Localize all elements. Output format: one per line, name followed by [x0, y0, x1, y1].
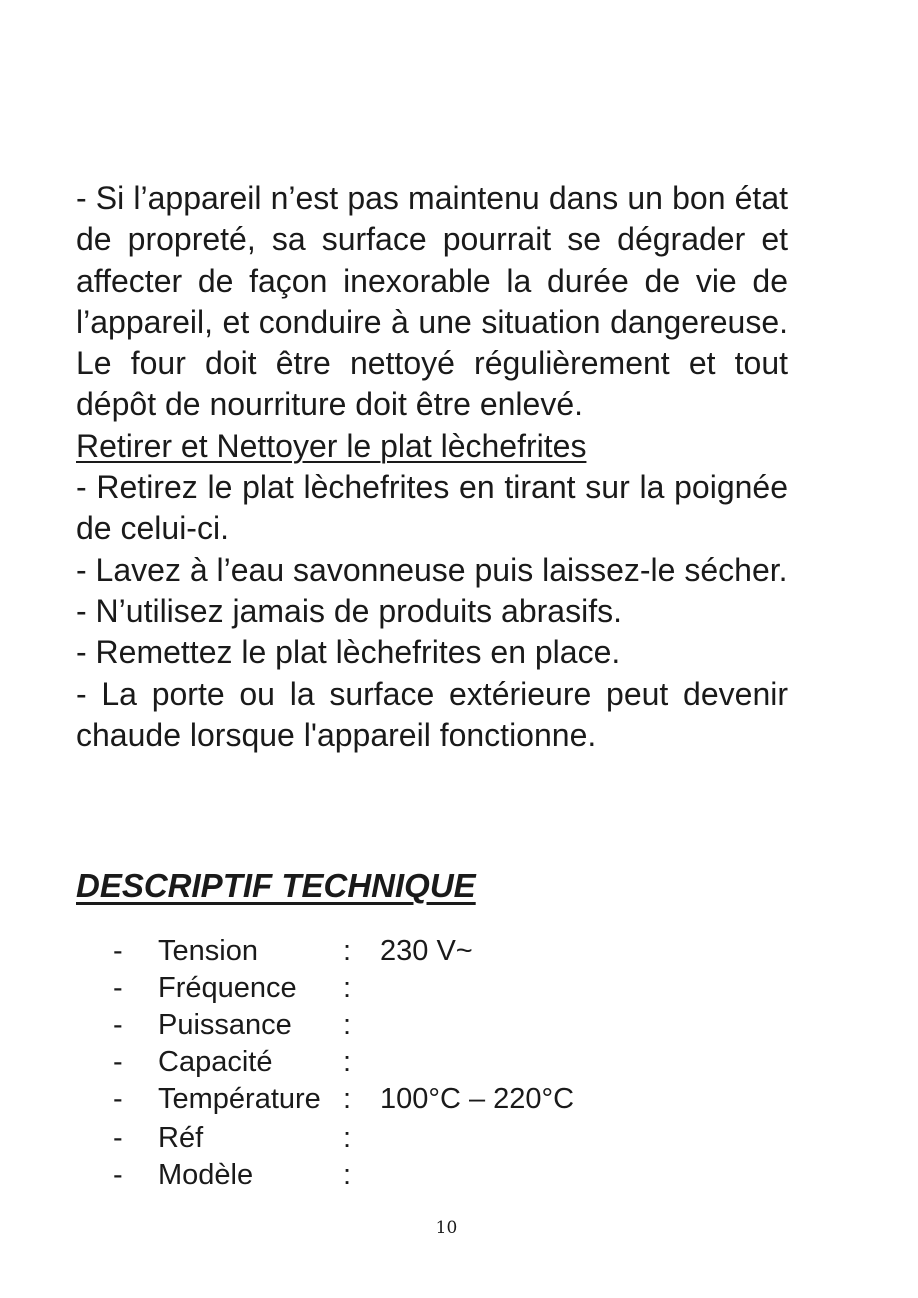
no-abrasives-instruction: - N’utilisez jamais de produits abrasifs.: [76, 592, 622, 629]
page-number: 10: [435, 1218, 458, 1238]
hot-surface-warning: - La porte ou la surface extérieure peut devenir chaude lorsque l'appareil fonctionne.: [76, 675, 788, 753]
spec-row-capacity: [108, 1044, 708, 1081]
spec-label: Fréquence: [158, 972, 297, 1004]
spec-colon: :: [343, 1159, 352, 1191]
spec-row-model: [108, 1157, 708, 1194]
spec-label: Puissance: [158, 1009, 292, 1041]
cleanliness-warning-paragraph: - Si l’appareil n’est pas maintenu dans un bon état de propreté, sa surface pourrait se dégrader et affecter de façon inexorable la durée de vie de l’appareil, et conduire à une situation dangereuse. Le four doit être nettoyé régulièrement et tout dépôt de nourriture doit être enlevé.: [76, 180, 788, 423]
drip-tray-subheading: Retirer et Nettoyer le plat lèchefrites: [76, 427, 587, 464]
spec-dash: -: [113, 935, 123, 967]
spec-dash: -: [113, 1009, 123, 1041]
spec-dash: -: [113, 1083, 123, 1115]
spec-colon: :: [343, 1046, 352, 1078]
spec-colon: :: [343, 972, 352, 1004]
spec-dash: -: [113, 1122, 123, 1154]
spec-row-power: [108, 1007, 708, 1044]
replace-tray-instruction: - Remettez le plat lèchefrites en place.: [76, 634, 621, 671]
spec-label: Capacité: [158, 1046, 273, 1078]
spec-dash: -: [113, 1159, 123, 1191]
spec-dash: -: [113, 972, 123, 1004]
technical-description-title: DESCRIPTIF TECHNIQUE: [76, 867, 476, 904]
wash-tray-instruction: - Lavez à l’eau savonneuse puis laissez-le sécher.: [76, 551, 788, 588]
spec-value: 100°C – 220°C: [380, 1083, 575, 1115]
spec-label: Réf: [158, 1122, 204, 1154]
spec-colon: :: [343, 1083, 352, 1115]
spec-colon: :: [343, 1009, 352, 1041]
spec-colon: :: [343, 1122, 352, 1154]
spec-row-voltage: [108, 933, 708, 970]
spec-value: 230 V~: [380, 935, 473, 967]
spec-label: Modèle: [158, 1159, 254, 1191]
spec-row-temperature: [108, 1081, 708, 1118]
spec-colon: :: [343, 935, 352, 967]
technical-specs-list: [108, 933, 708, 1194]
spec-row-reference: [108, 1120, 708, 1157]
spec-row-frequency: [108, 970, 708, 1007]
remove-tray-instruction: - Retirez le plat lèchefrites en tirant sur la poignée de celui-ci.: [76, 469, 788, 547]
spec-dash: -: [113, 1046, 123, 1078]
spec-label: Température: [158, 1083, 321, 1115]
spec-label: Tension: [158, 935, 258, 967]
maintenance-text: [76, 178, 788, 756]
